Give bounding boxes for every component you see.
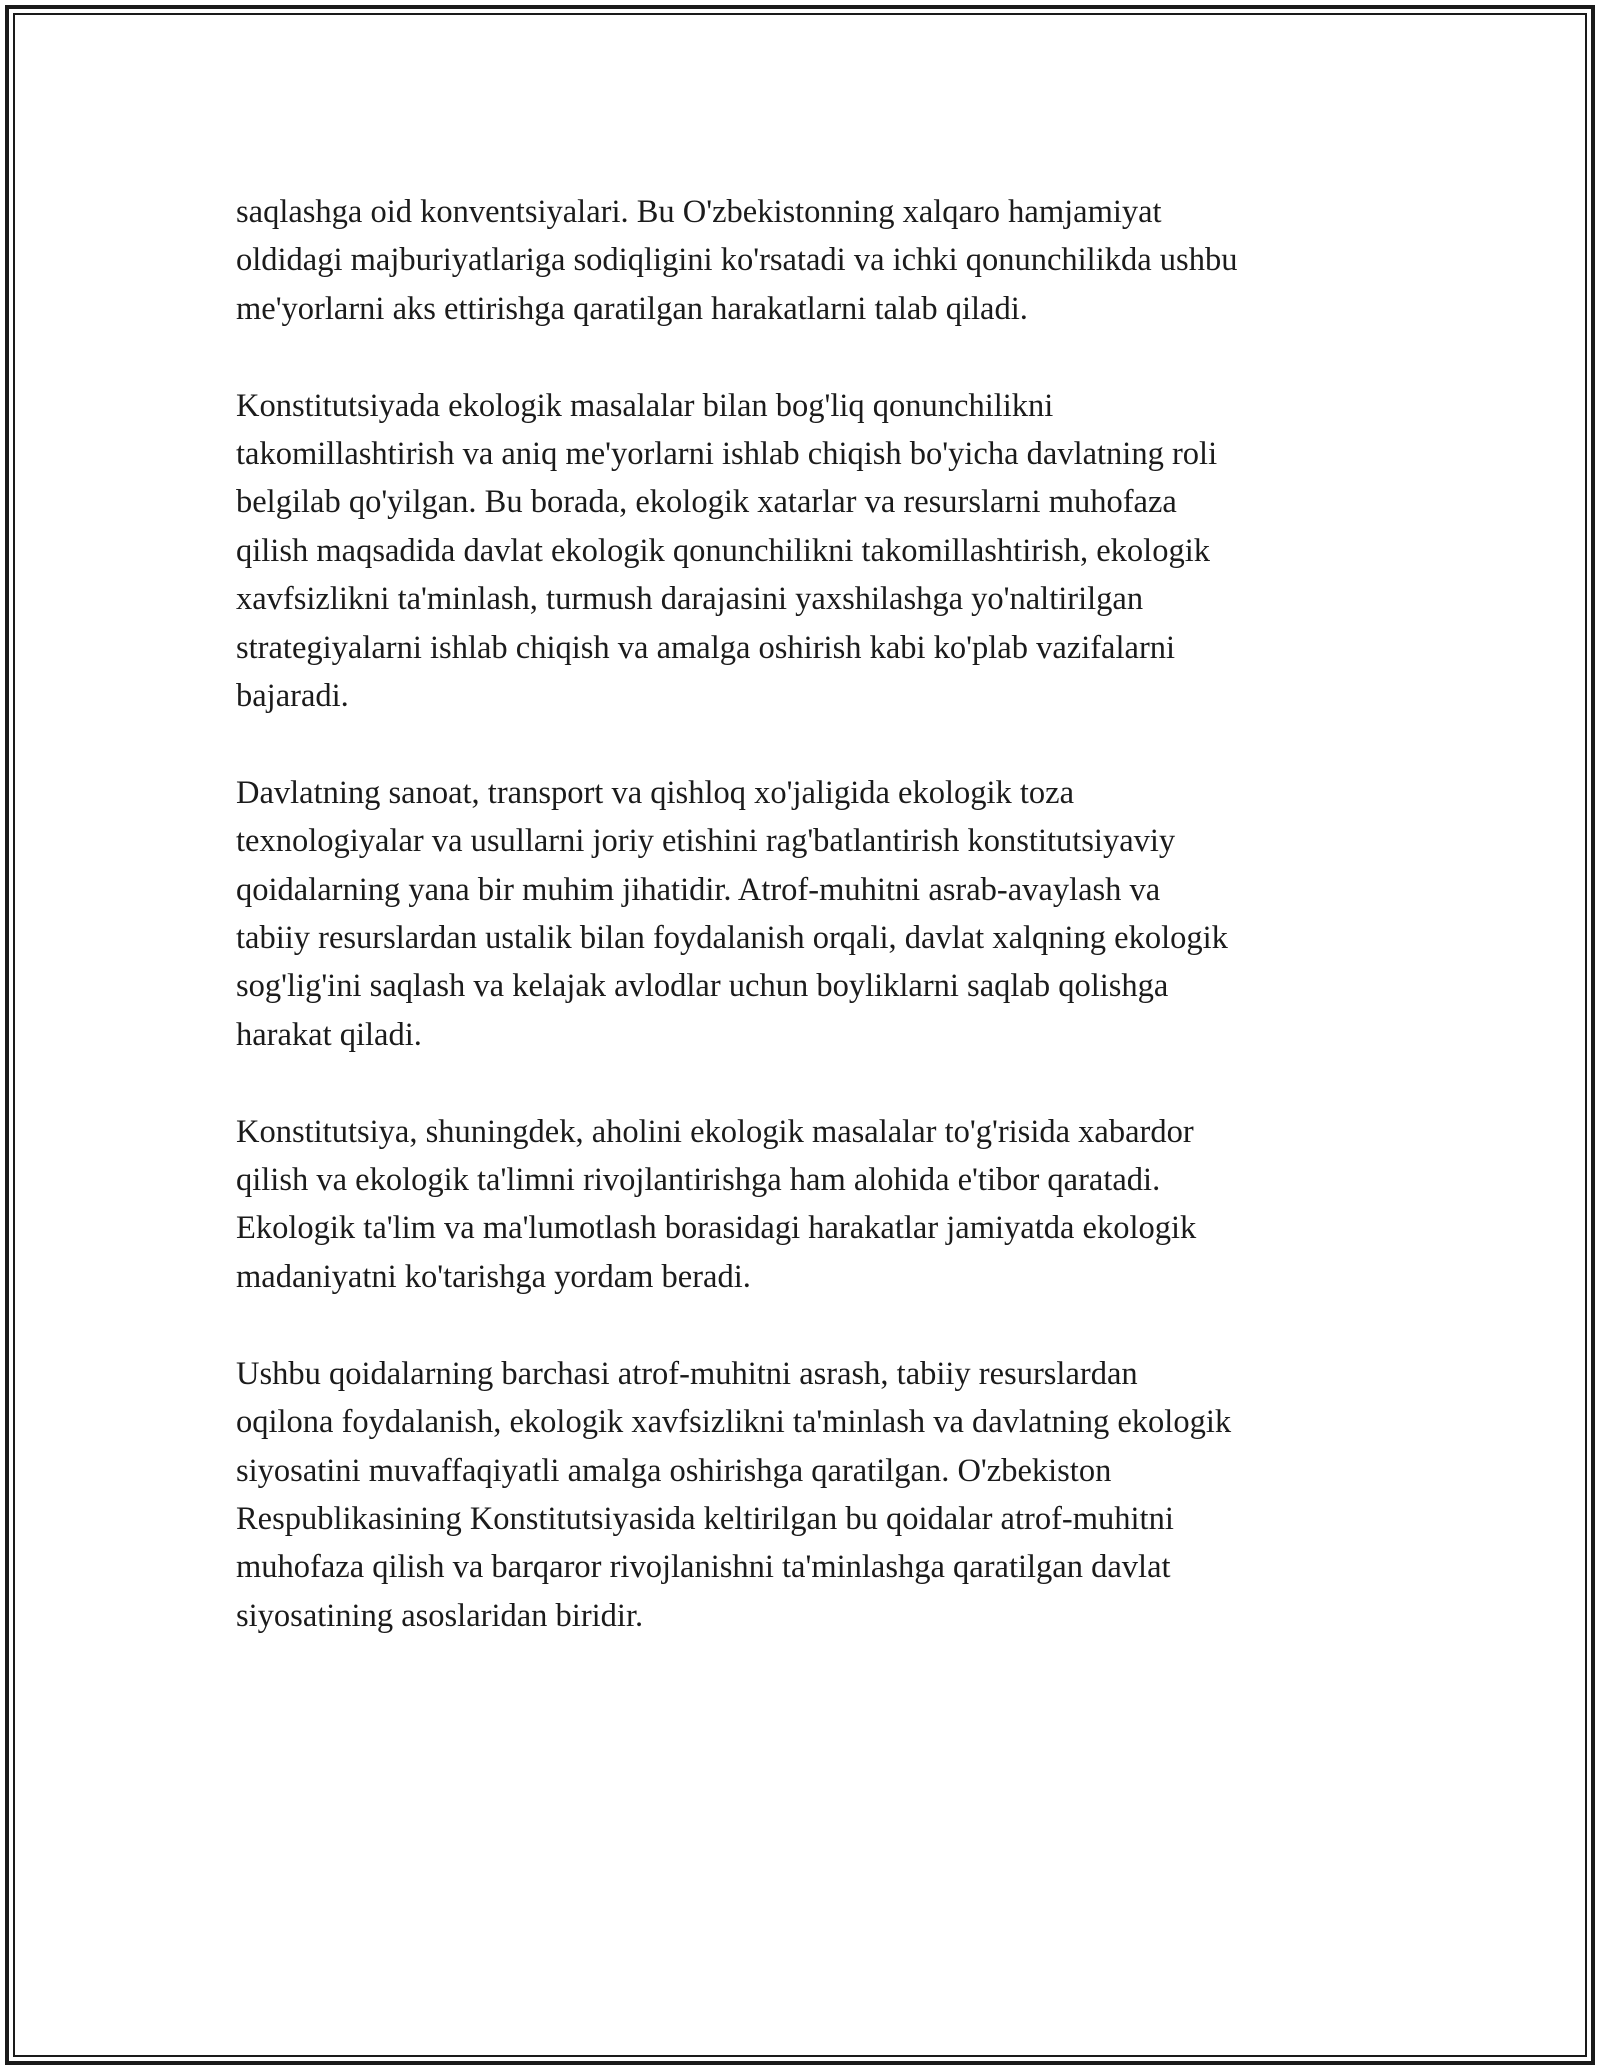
text-line: harakat qiladi. [236,1016,422,1053]
paragraph-3 [236,769,1376,1059]
paragraph-4 [236,1108,1376,1302]
text-line: tabiiy resurslardan ustalik bilan foydalanish orqali, davlat xalqning ekologik [236,920,1228,957]
paragraph-1 [236,188,1376,333]
text-line: Respublikasining Konstitutsiyasida keltirilgan bu qoidalar atrof-muhitni [236,1500,1174,1537]
text-line: belgilab qo'yilgan. Bu borada, ekologik xatarlar va resurslarni muhofaza [236,484,1177,521]
text-line: xavfsizlikni ta'minlash, turmush darajasini yaxshilashga yo'naltirilgan [236,581,1144,618]
text-line: qilish maqsadida davlat ekologik qonunchilikni takomillashtirish, ekologik [236,532,1210,569]
text-line: Davlatning sanoat, transport va qishloq xo'jaligida ekologik toza [236,774,1075,811]
text-line: me'yorlarni aks ettirishga qaratilgan harakatlarni talab qiladi. [236,290,1028,327]
text-line: madaniyatni ko'tarishga yordam beradi. [236,1258,751,1295]
text-line: siyosatini muvaffaqiyatli amalga oshirishga qaratilgan. O'zbekiston [236,1452,1112,1489]
document-body [236,188,1376,1689]
text-line: qoidalarning yana bir muhim jihatidir. Atrof-muhitni asrab-avaylash va [236,871,1161,908]
text-line: takomillashtirish va aniq me'yorlarni ishlab chiqish bo'yicha davlatning roli [236,436,1218,473]
text-line: bajaradi. [236,678,349,715]
text-line: strategiyalarni ishlab chiqish va amalga oshirish kabi ko'plab vazifalarni [236,629,1176,666]
text-line: Ekologik ta'lim va ma'lumotlash borasidagi harakatlar jamiyatda ekologik [236,1210,1197,1247]
text-line: sog'lig'ini saqlash va kelajak avlodlar uchun boyliklarni saqlab qolishga [236,968,1169,1005]
text-line: oldidagi majburiyatlariga sodiqligini ko'rsatadi va ichki qonunchilikda ushbu [236,242,1238,279]
text-line: Konstitutsiyada ekologik masalalar bilan bog'liq qonunchilikni [236,387,1054,424]
text-line: Konstitutsiya, shuningdek, aholini ekologik masalalar to'g'risida xabardor [236,1113,1194,1150]
text-line: Ushbu qoidalarning barchasi atrof-muhitni asrash, tabiiy resurslardan [236,1355,1138,1392]
text-line: siyosatining asoslaridan biridir. [236,1597,644,1634]
text-line: texnologiyalar va usullarni joriy etishini rag'batlantirish konstitutsiyaviy [236,823,1176,860]
paragraph-5 [236,1350,1376,1640]
paragraph-2 [236,382,1376,721]
text-line: saqlashga oid konventsiyalari. Bu O'zbekistonning xalqaro hamjamiyat [236,194,1162,230]
text-line: oqilona foydalanish, ekologik xavfsizlikni ta'minlash va davlatning ekologik [236,1404,1232,1441]
text-line: qilish va ekologik ta'limni rivojlantirishga ham alohida e'tibor qaratadi. [236,1162,1161,1199]
text-line: muhofaza qilish va barqaror rivojlanishni ta'minlashga qaratilgan davlat [236,1549,1171,1586]
